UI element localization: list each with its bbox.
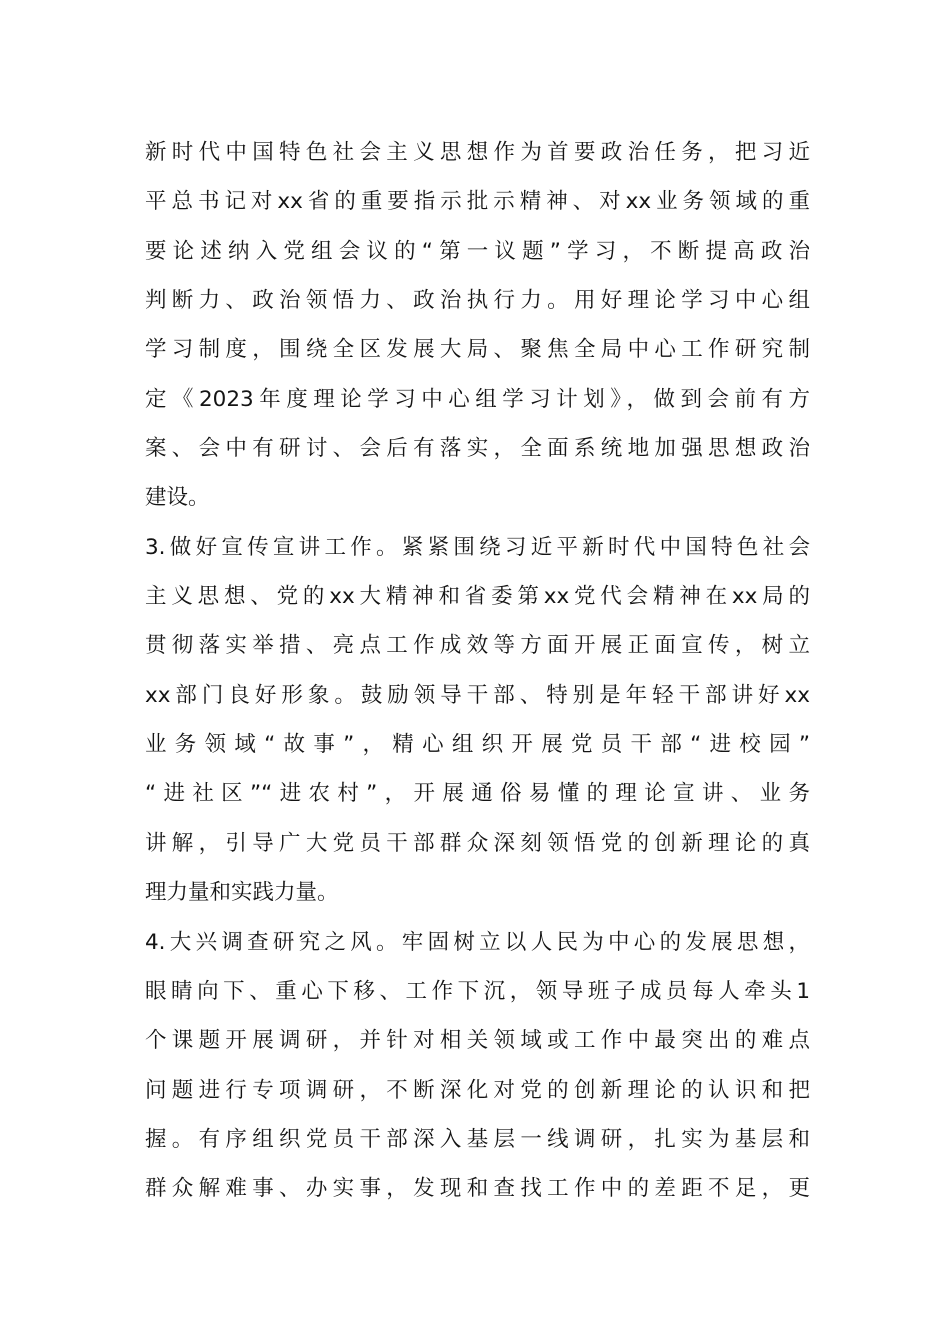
text-line: 学习制度，围绕全区发展大局、聚焦全局中心工作研究制	[145, 337, 810, 363]
text-line: 主义思想、党的xx大精神和省委第xx党代会精神在xx局的	[145, 584, 810, 610]
document-body	[145, 128, 810, 1214]
text-line: 群众解难事、办实事，发现和查找工作中的差距不足，更	[145, 1176, 810, 1202]
text-line: 定《2023年度理论学习中心组学习计划》，做到会前有方	[145, 386, 810, 412]
text-line: 平总书记对xx省的重要指示批示精神、对xx业务领域的重	[145, 189, 810, 215]
text-line: 要论述纳入党组会议的“第一议题”学习，不断提高政治	[145, 238, 810, 264]
section-heading-line: 3.做好宣传宣讲工作。紧紧围绕习近平新时代中国特色社会	[145, 534, 810, 560]
text-line: 问题进行专项调研，不断深化对党的创新理论的认识和把	[145, 1077, 810, 1103]
text-line: 眼睛向下、重心下移、工作下沉，领导班子成员每人牵头1	[145, 978, 810, 1004]
paragraph-end-line: 建设。	[145, 485, 210, 511]
text-line: 个课题开展调研，并针对相关领域或工作中最突出的难点	[145, 1028, 810, 1054]
text-line: 讲解，引导广大党员干部群众深刻领悟党的创新理论的真	[145, 830, 810, 856]
section-heading-line: 4.大兴调查研究之风。牢固树立以人民为中心的发展思想，	[145, 929, 810, 955]
text-line: 贯彻落实举措、亮点工作成效等方面开展正面宣传，树立	[145, 633, 810, 659]
text-line: 握。有序组织党员干部深入基层一线调研，扎实为基层和	[145, 1126, 810, 1152]
text-line: 案、会中有研讨、会后有落实，全面系统地加强思想政治	[145, 436, 810, 462]
text-line: 新时代中国特色社会主义思想作为首要政治任务，把习近	[145, 140, 810, 165]
paragraph-end-line: 理力量和实践力量。	[145, 880, 339, 906]
text-line: 判断力、政治领悟力、政治执行力。用好理论学习中心组	[145, 288, 810, 314]
text-line: “进社区”“进农村”，开展通俗易懂的理论宣讲、业务	[145, 781, 810, 807]
text-line: xx部门良好形象。鼓励领导干部、特别是年轻干部讲好xx	[145, 682, 810, 708]
text-line: 业务领域“故事”，精心组织开展党员干部“进校园”	[145, 732, 810, 758]
